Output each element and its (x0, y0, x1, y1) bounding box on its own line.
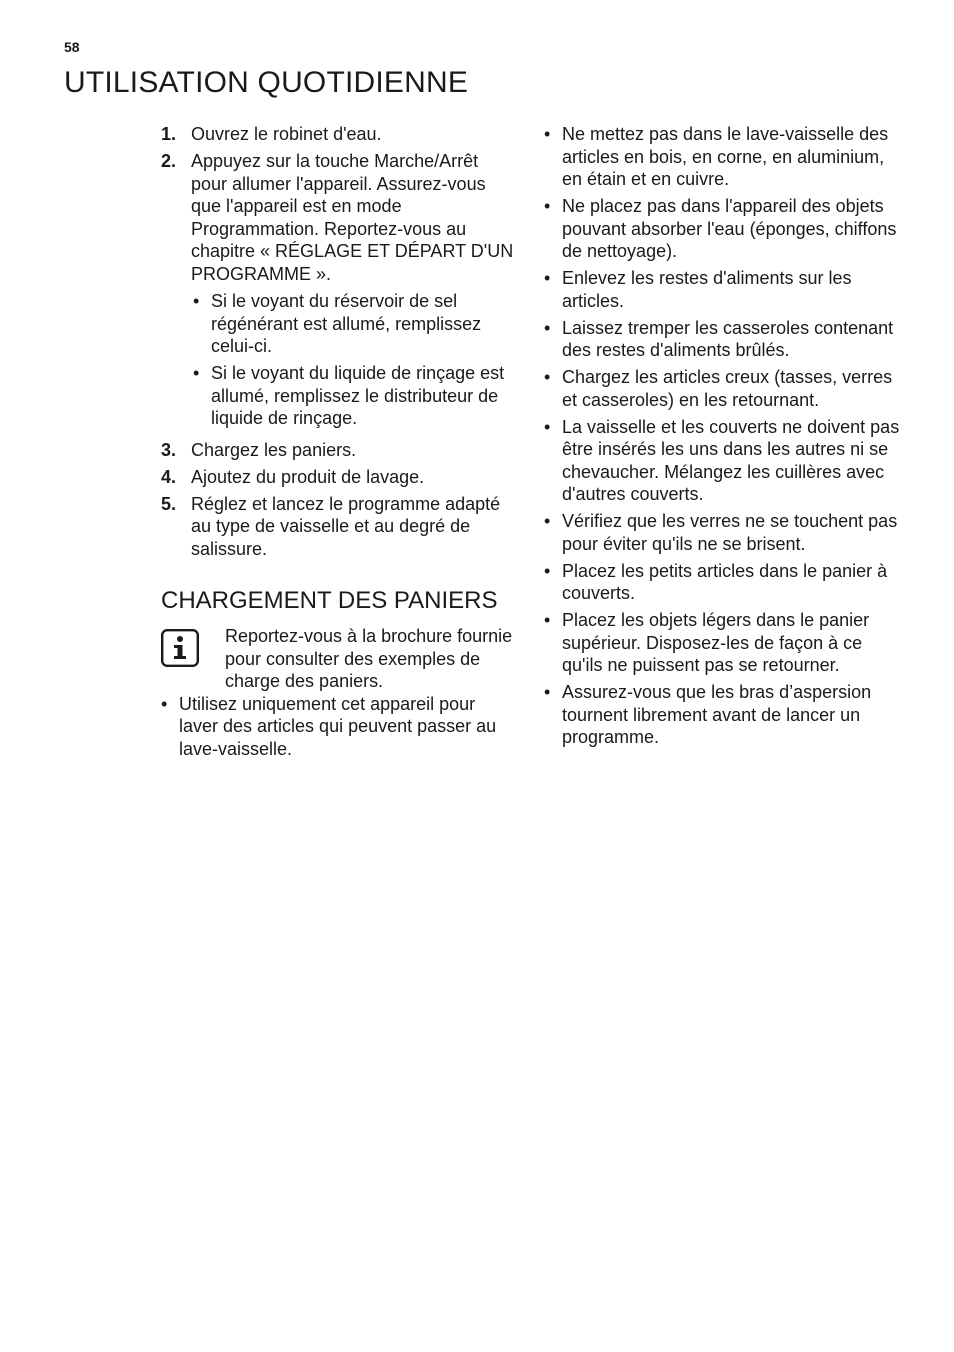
steps-list (161, 123, 517, 560)
bullet-item (544, 560, 900, 605)
bullet-text: Placez les petits articles dans le panier à couverts. (562, 560, 888, 603)
bullet-text: Utilisez uniquement cet appareil pour laver des articles qui peuvent passer au lave-vaisselle. (179, 693, 497, 759)
step-item (161, 150, 517, 434)
step-item (161, 466, 517, 489)
right-bullet-list (544, 123, 900, 749)
bullet-text: Ne mettez pas dans le lave-vaisselle des articles en bois, en corne, en aluminium, en étain et en cuivre. (562, 124, 889, 189)
sub-list (191, 290, 517, 430)
bullet-dot: • (544, 124, 551, 144)
step-number: 2. (161, 151, 177, 171)
bullet-dot: • (193, 291, 200, 311)
bullet-text: Laissez tremper les casseroles contenant des restes d'aliments brûlés. (562, 317, 894, 360)
bullet-text: Placez les objets légers dans le panier supérieur. Disposez-les de façon à ce qu'ils ne puissent pas se retourner. (562, 610, 870, 675)
step-text: Réglez et lancez le programme adapté au type de vaisselle et au degré de salissure. (191, 493, 501, 559)
bullet-item (544, 195, 900, 263)
bullet-dot: • (161, 693, 168, 714)
right-column (544, 123, 900, 753)
bullet-dot: • (544, 196, 551, 216)
bullet-item (544, 366, 900, 411)
step-item (161, 493, 517, 561)
left-bullet-list (161, 693, 517, 761)
bullet-item (544, 416, 900, 506)
bullet-dot: • (544, 682, 551, 702)
step-text: Appuyez sur la touche Marche/Arrêt pour allumer l'appareil. Assurez-vous que l'appareil est en mode Programmation. Reportez-vous au chapitre « RÉGLAGE ET DÉPART D'UN PROGRAMME ». (191, 151, 514, 284)
note-text: Reportez-vous à la brochure fournie pour consulter des exemples de charge des paniers. (225, 626, 513, 691)
bullet-text: Chargez les articles creux (tasses, verres et casseroles) en les retournant. (562, 367, 893, 410)
step-number: 1. (161, 124, 177, 144)
bullet-item (544, 609, 900, 677)
bullet-text: Vérifiez que les verres ne se touchent pas pour éviter qu'ils ne se brisent. (562, 511, 898, 554)
step-item (161, 439, 517, 462)
bullet-item (544, 123, 900, 191)
bullet-dot: • (544, 367, 551, 387)
bullet-text: Ne placez pas dans l'appareil des objets pouvant absorber l'eau (éponges, chiffons de nettoyage). (562, 196, 897, 261)
sub-item-text: Si le voyant du liquide de rinçage est allumé, remplissez le distributeur de liquide de rinçage. (211, 363, 505, 428)
bullet-dot: • (193, 363, 200, 383)
bullet-dot: • (544, 511, 551, 531)
section-title: CHARGEMENT DES PANIERS (161, 587, 498, 614)
bullet-dot: • (544, 317, 551, 338)
bullet-dot: • (544, 416, 551, 437)
bullet-item (544, 317, 900, 362)
bullet-dot: • (544, 268, 551, 288)
step-text: Ouvrez le robinet d'eau. (191, 124, 382, 144)
left-column (161, 123, 517, 765)
step-number: 3. (161, 439, 177, 460)
bullet-item (161, 693, 517, 761)
info-icon (161, 629, 199, 667)
bullet-text: Enlevez les restes d'aliments sur les articles. (562, 268, 852, 311)
sub-item-text: Si le voyant du réservoir de sel régénérant est allumé, remplissez celui-ci. (211, 291, 482, 356)
step-text: Ajoutez du produit de lavage. (191, 466, 425, 487)
bullet-dot: • (544, 560, 551, 581)
step-text: Chargez les paniers. (191, 439, 357, 460)
bullet-item (544, 681, 900, 749)
step-number: 4. (161, 466, 177, 487)
step-number: 5. (161, 493, 177, 514)
sub-item (193, 290, 517, 358)
bullet-item (544, 510, 900, 555)
step-item (161, 123, 517, 146)
info-note (161, 625, 517, 693)
sub-item (193, 362, 517, 430)
bullet-dot: • (544, 610, 551, 630)
page-title: UTILISATION QUOTIDIENNE (64, 66, 469, 99)
page-number: 58 (64, 39, 80, 55)
bullet-item (544, 267, 900, 312)
bullet-text: La vaisselle et les couverts ne doivent pas être insérés les uns dans les autres ni se chevaucher. Mélangez les cuillères avec d'autres couverts. (562, 416, 900, 504)
bullet-text: Assurez-vous que les bras d’aspersion tournent librement avant de lancer un programme. (562, 682, 872, 747)
